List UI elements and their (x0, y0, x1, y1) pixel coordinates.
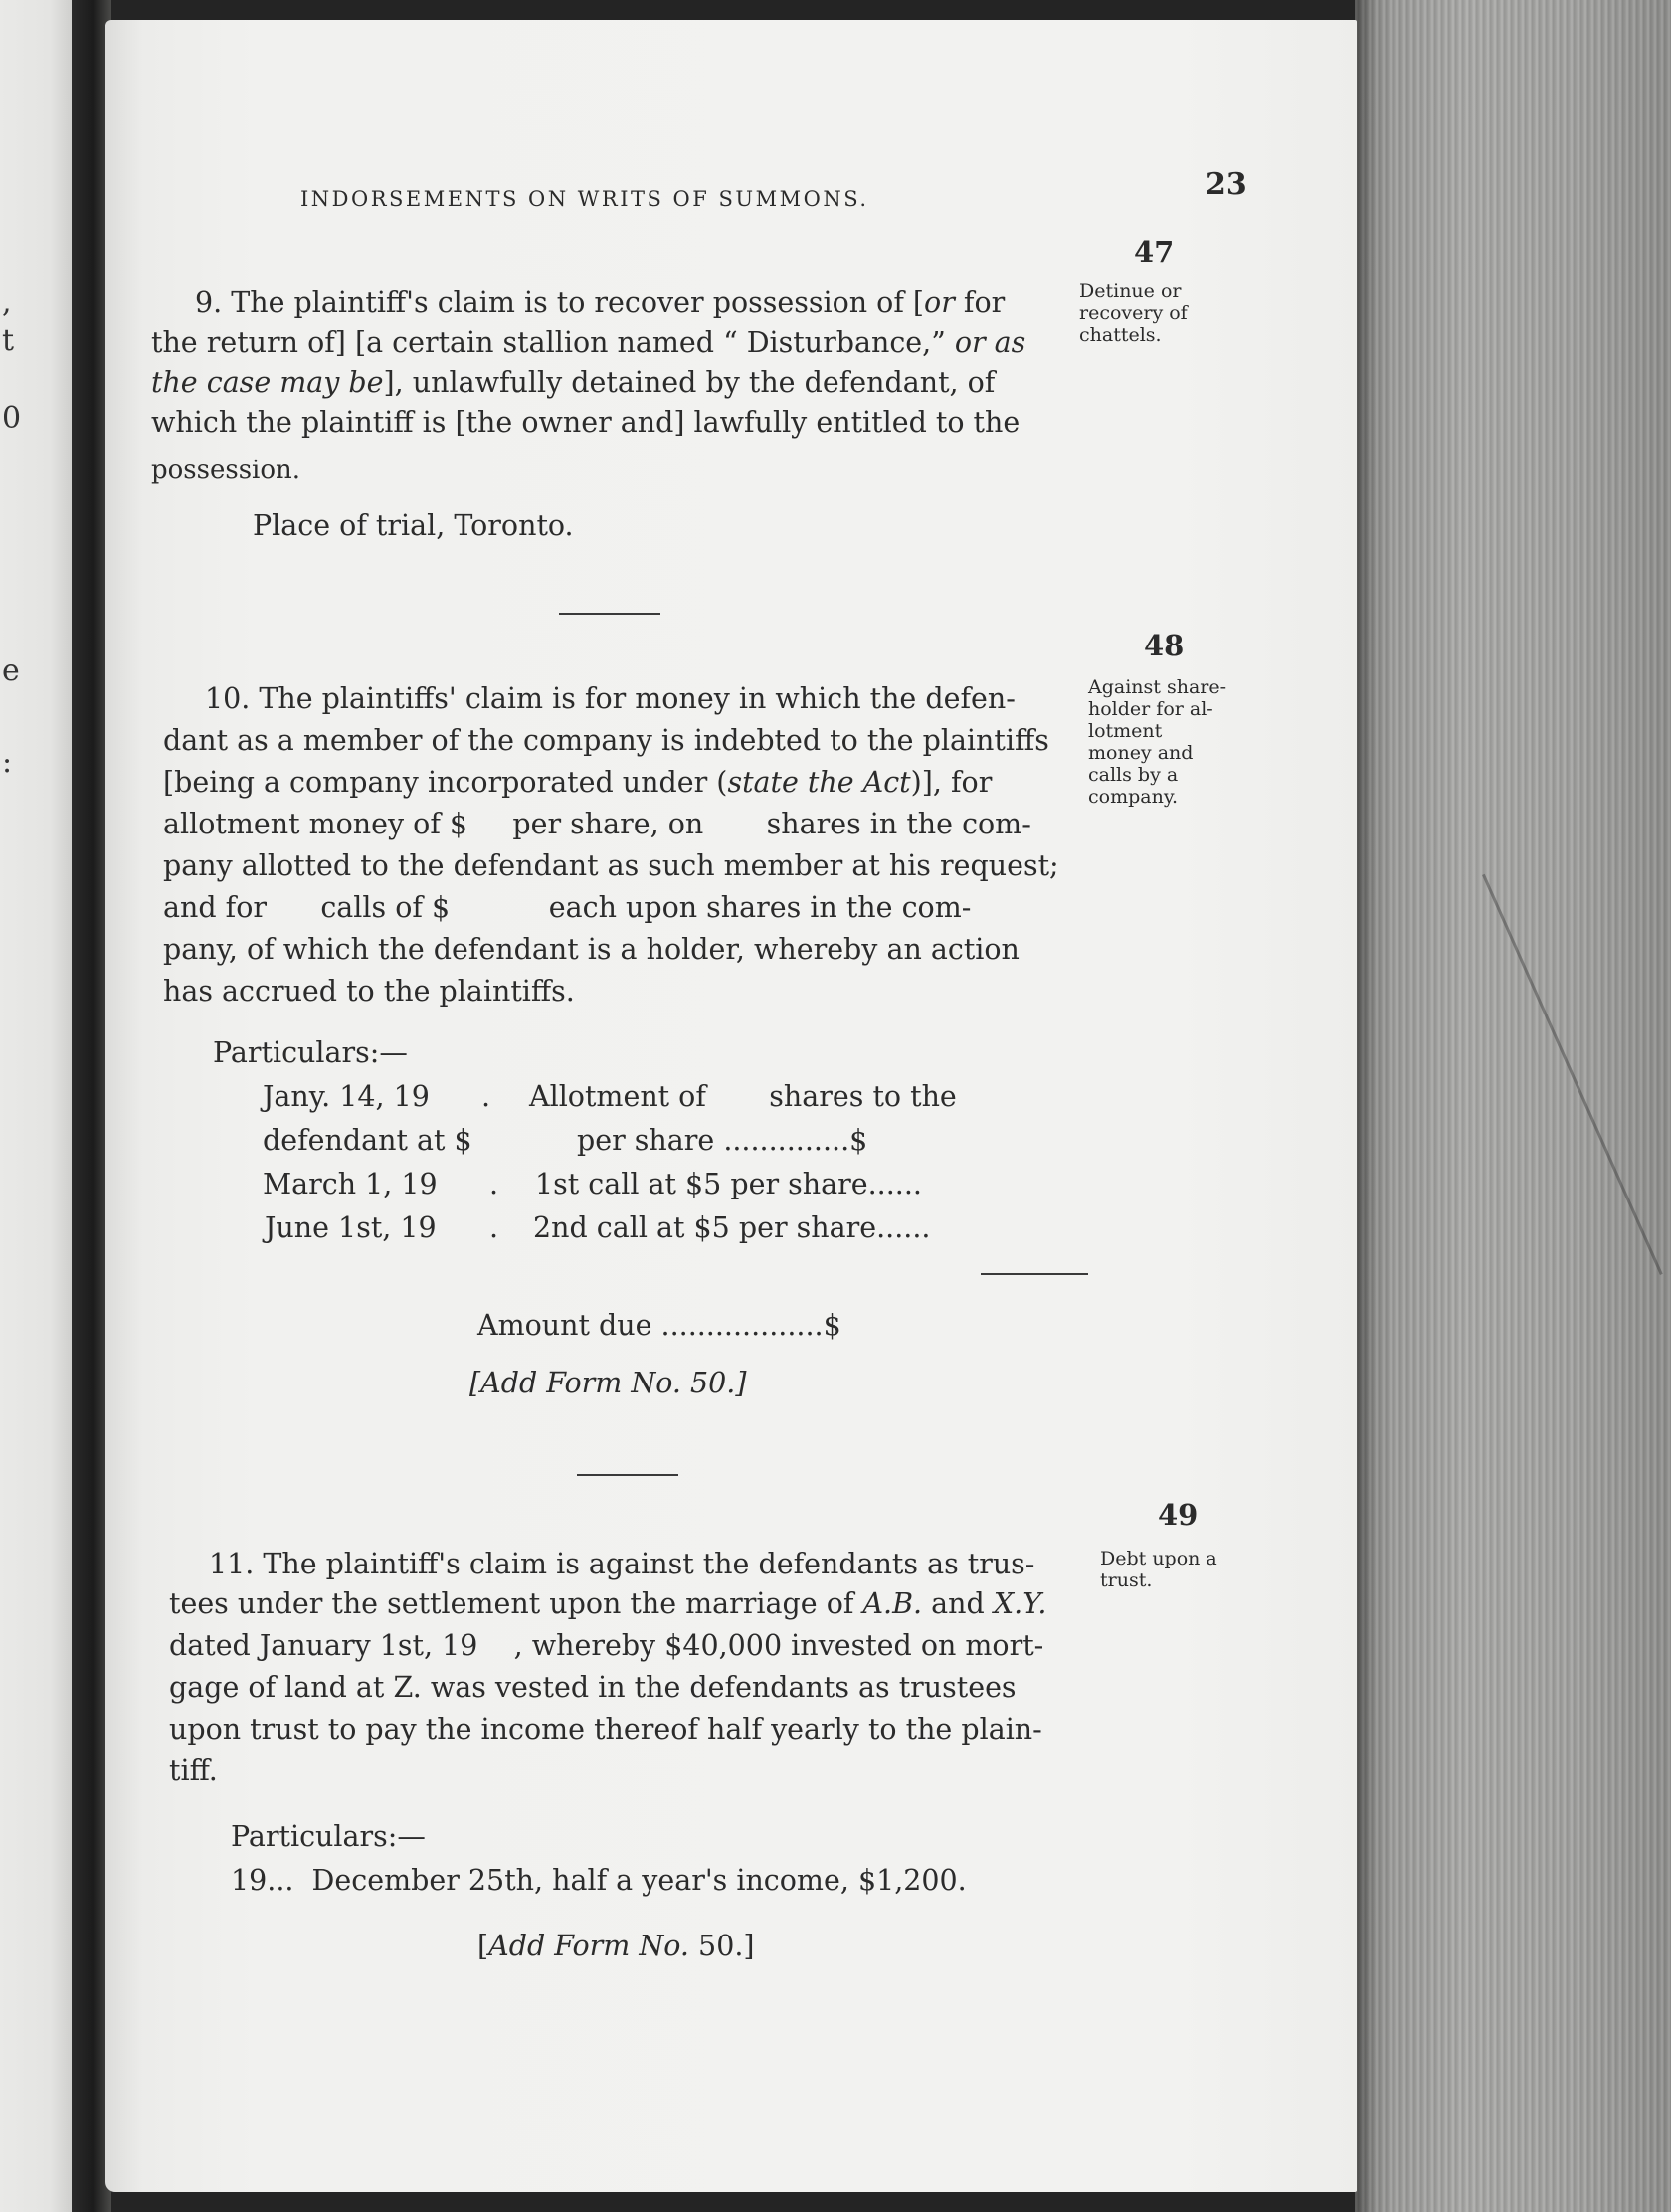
place-of-trial: Place of trial, Toronto. (253, 509, 574, 542)
particular-text: 1st call at $5 per share...... (535, 1168, 922, 1200)
form-47-line: which the plaintiff is [the owner and] lawfully entitled to the (151, 406, 1021, 439)
fragment: : (2, 745, 13, 780)
section-divider (559, 613, 660, 615)
previous-page-edge (0, 0, 72, 2212)
particular-text: 2nd call at $5 per share...... (533, 1211, 931, 1244)
particular-line: 19... December 25th, half a year's income, $1,200. (231, 1864, 967, 1897)
margin-note-line: chattels. (1079, 324, 1162, 346)
form-48-line: and for calls of $ each upon shares in the com- (163, 891, 972, 924)
form-49-line: gage of land at Z. was vested in the defendants as trustees (169, 1671, 1017, 1704)
form-49-line: tees under the settlement upon the marriage of A.B. and X.Y. (169, 1587, 1047, 1620)
form-48-line: pany, of which the defendant is a holder, whereby an action (163, 933, 1020, 966)
margin-note-line: calls by a (1088, 764, 1179, 786)
particulars-label: Particulars:— (213, 1036, 408, 1069)
form-48-line: dant as a member of the company is indebted to the plaintiffs (163, 724, 1049, 757)
margin-note-48 (1088, 676, 1226, 808)
form-number-49: 49 (1158, 1498, 1199, 1532)
form-48-line: allotment money of $ per share, on shares in the com- (163, 808, 1031, 840)
particular-date: Jany. 14, 19 (263, 1080, 430, 1113)
form-49-line: dated January 1st, 19 , whereby $40,000 invested on mort- (169, 1629, 1044, 1662)
particular-text: per share ..............$ (577, 1124, 868, 1157)
margin-note-line: recovery of (1079, 302, 1188, 324)
form-48-line: [being a company incorporated under (state the Act)], for (163, 766, 993, 799)
form-47-line: the return of] [a certain stallion named “ Disturbance,” or as (151, 326, 1026, 359)
particular-date: June 1st, 19 (265, 1211, 437, 1244)
fragment: t (2, 323, 15, 358)
margin-note-line: trust. (1100, 1569, 1153, 1591)
margin-note-line: Debt upon a (1100, 1548, 1217, 1569)
margin-note-47 (1079, 280, 1188, 346)
margin-note-line: lotment (1088, 720, 1163, 742)
form-49-line: upon trust to pay the income thereof half yearly to the plain- (169, 1713, 1042, 1746)
form-49-line: tiff. (169, 1754, 218, 1787)
margin-note-line: Against share- (1088, 676, 1227, 698)
form-48-line: pany allotted to the defendant as such member at his request; (163, 849, 1059, 882)
particular-text: Allotment of shares to the (529, 1080, 957, 1113)
margin-note-line: money and (1088, 742, 1194, 764)
margin-note-line: Detinue or (1079, 280, 1182, 302)
amount-due: Amount due ..................$ (477, 1309, 841, 1342)
form-47-line: the case may be], unlawfully detained by the defendant, of (151, 366, 996, 399)
form-48-line: 10. The plaintiffs' claim is for money in which the defen- (205, 682, 1016, 715)
running-header: INDORSEMENTS ON WRITS OF SUMMONS. (300, 187, 869, 211)
margin-note-line: holder for al- (1088, 698, 1213, 720)
fragment: , (2, 285, 12, 320)
margin-note-line: company. (1088, 786, 1179, 808)
section-divider (577, 1474, 678, 1476)
form-48-line: has accrued to the plaintiffs. (163, 975, 575, 1008)
form-number-48: 48 (1144, 629, 1185, 662)
particulars-label: Particulars:— (231, 1820, 426, 1853)
form-47-line: 9. The plaintiff's claim is to recover possession of [or for (195, 286, 1006, 319)
form-49-line: 11. The plaintiff's claim is against the defendants as trus- (209, 1548, 1035, 1580)
particular-date: defendant at $ (263, 1124, 472, 1157)
margin-note-49 (1100, 1548, 1217, 1591)
previous-page-text-fragments (0, 0, 72, 2212)
add-form-note: [Add Form No. 50.] (477, 1930, 755, 1962)
book-page-edges (1355, 0, 1671, 2212)
fragment: e (2, 653, 20, 688)
particular-separator: . (489, 1211, 499, 1244)
particular-date: March 1, 19 (263, 1168, 438, 1200)
fragment: 0 (2, 401, 22, 436)
particular-separator: . (489, 1168, 499, 1200)
form-47-line: possession. (151, 456, 301, 485)
add-form-note: [Add Form No. 50.] (469, 1367, 747, 1399)
sum-rule (981, 1273, 1088, 1275)
page-number: 23 (1206, 167, 1247, 202)
page-edge-shadow (1355, 0, 1375, 2212)
form-number-47: 47 (1134, 235, 1175, 269)
particular-separator: . (481, 1080, 491, 1113)
